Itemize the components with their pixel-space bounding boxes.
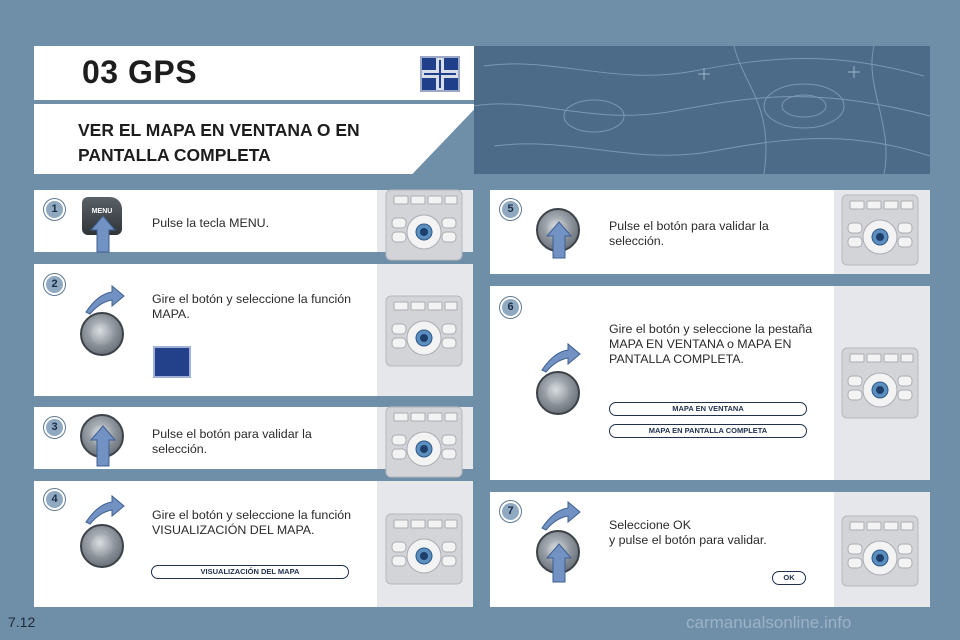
step-text-7-line-2: y pulse el botón para validar. [609, 533, 767, 547]
step-badge-3: 3 [44, 417, 65, 438]
step-badge-6: 6 [500, 297, 521, 318]
step-text-6: Gire el botón y seleccione la pestaña MAPA EN VENTANA o MAPA EN PANTALLA COMPLETA. [609, 322, 813, 366]
step-text-1: Pulse la tecla MENU. [152, 216, 270, 230]
menu-key-icon: MENU [82, 197, 122, 235]
step-text-5: Pulse el botón para validar la selección. [609, 219, 769, 248]
step-badge-5: 5 [500, 199, 521, 220]
step-badge-2: 2 [44, 274, 65, 295]
watermark: carmanualsonline.info [686, 613, 852, 632]
step-text-7-line-1: Seleccione OK [609, 518, 691, 532]
step-badge-7: 7 [500, 501, 521, 522]
section-title: VER EL MAPA EN VENTANA O EN PANTALLA COMPLETA [78, 120, 360, 165]
step-badge-1: 1 [44, 199, 65, 220]
page-title: 03 GPS [82, 54, 198, 90]
step-badge-4: 4 [44, 489, 65, 510]
step-text-3: Pulse el botón para validar la selección. [152, 427, 312, 456]
step-text-2: Gire el botón y seleccione la función MAPA. [152, 292, 352, 321]
ok-button[interactable]: OK [772, 571, 806, 585]
option-mapa-en-ventana[interactable]: MAPA EN VENTANA [609, 402, 807, 416]
option-mapa-en-pantalla-completa[interactable]: MAPA EN PANTALLA COMPLETA [609, 424, 807, 438]
step-text-4: Gire el botón y seleccione la función VISUALIZACIÓN DEL MAPA. [152, 508, 352, 537]
option-visualizacion-del-mapa[interactable]: VISUALIZACIÓN DEL MAPA [151, 565, 349, 579]
page-number: 7.12 [8, 614, 36, 630]
